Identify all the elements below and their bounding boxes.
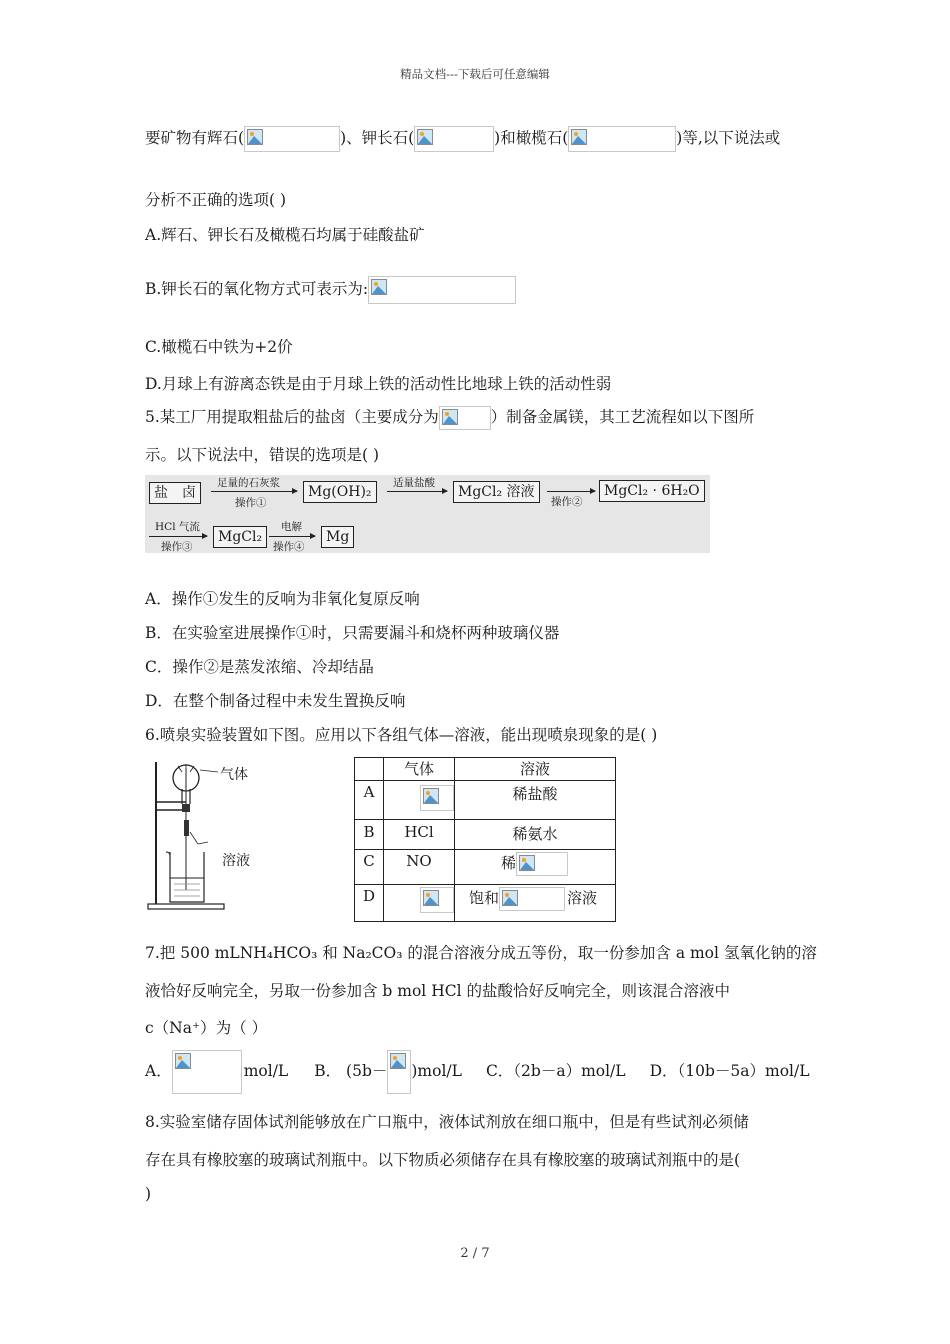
flow-arrow: [269, 536, 315, 537]
solution-text: 稀: [501, 854, 517, 872]
q7-options: [145, 1050, 810, 1094]
flow-node-mgcl2-solution: MgCl₂ 溶液: [453, 481, 540, 503]
process-flow-diagram: [145, 475, 710, 553]
q5-line2: 示。以下说法中，错误的选项是( ): [145, 446, 380, 464]
flow-label: 电解: [281, 521, 302, 533]
q7-option-a-unit: mol/L: [243, 1062, 289, 1080]
q4-option-b-text: B.钾长石的氧化物方式可表示为:: [145, 280, 369, 298]
q5-option-d: D．在整个制备过程中未发生置换反响: [145, 692, 406, 710]
row-label: D: [355, 885, 384, 922]
flow-arrow: [211, 491, 297, 492]
q5-text: 5.某工厂用提取粗盐后的盐卤（主要成分为: [145, 408, 439, 426]
table-cell-solution: 稀氨水: [455, 820, 616, 850]
table-cell-solution: [455, 850, 616, 885]
page-number: 2 / 7: [460, 1246, 490, 1261]
apparatus-label-solution: 溶液: [222, 853, 250, 869]
q5-option-b: B．在实验室进展操作①时，只需要漏斗和烧杯两种玻璃仪器: [145, 624, 560, 642]
q4-option-a: A.辉石、钾长石及橄榄石均属于硅酸盐矿: [145, 226, 425, 244]
table-cell-solution: 稀盐酸: [455, 781, 616, 820]
table-cell-gas: [384, 781, 455, 820]
q5-option-c: C．操作②是蒸发浓缩、冷却结晶: [145, 658, 374, 676]
q4-text: 要矿物有辉石(: [145, 129, 245, 147]
flow-label: 操作④: [273, 541, 305, 553]
broken-image-icon: [568, 126, 676, 152]
broken-image-icon: [420, 887, 454, 913]
q4-option-d: D.月球上有游离态铁是由于月球上铁的活动性比地球上铁的活动性弱: [145, 375, 612, 393]
gas-solution-table: [354, 757, 616, 922]
q7-line1: 7.把 500 mLNH₄HCO₃ 和 Na₂CO₃ 的混合溶液分成五等份，取一份参加含 a mol 氢氧化钠的溶: [145, 944, 817, 962]
q4-text: )等,以下说法或: [676, 129, 781, 147]
table-cell-gas: NO: [384, 850, 455, 885]
broken-image-icon: [244, 126, 340, 152]
flow-node-mgoh2: Mg(OH)₂: [303, 481, 377, 503]
flow-label: 适量盐酸: [393, 477, 435, 489]
table-cell-gas: [384, 885, 455, 922]
table-cell-gas: HCl: [384, 820, 455, 850]
q8-line3: ): [145, 1185, 152, 1203]
q7-option-b-label: B． (5b－: [314, 1062, 388, 1080]
q4-text: )、钾长石(: [340, 129, 415, 147]
flow-arrow: [547, 491, 595, 492]
table-row: [355, 820, 616, 850]
flow-label: 操作③: [161, 541, 193, 553]
broken-image-icon: [368, 276, 516, 304]
table-row: [355, 885, 616, 922]
flow-label: 足量的石灰浆: [217, 477, 280, 489]
broken-image-icon: [516, 852, 568, 876]
q5-option-a: A．操作①发生的反响为非氧化复原反响: [145, 590, 420, 608]
q5-text: ）制备金属镁，其工艺流程如以下图所: [490, 408, 755, 426]
q4-text: )和橄榄石(: [494, 129, 569, 147]
q7-option-b-unit: )mol/L: [411, 1062, 462, 1080]
flow-node-mg: Mg: [321, 526, 354, 548]
fountain-apparatus-figure: [146, 760, 256, 912]
solution-text: 溶液: [567, 889, 598, 907]
page-header: 精品文档---下载后可任意编辑: [400, 67, 550, 81]
row-label: B: [355, 820, 384, 850]
flow-node-mgcl2: MgCl₂: [213, 526, 267, 548]
table-header-gas: 气体: [384, 758, 455, 781]
broken-image-icon: [439, 406, 491, 430]
q6-stem: 6.喷泉实验装置如下图。应用以下各组气体—溶液，能出现喷泉现象的是( ): [145, 726, 658, 744]
q4-option-b: [145, 276, 516, 304]
broken-image-icon: [414, 126, 494, 152]
broken-image-icon: [499, 887, 565, 911]
apparatus-label-gas: 气体: [220, 767, 248, 783]
flow-arrow: [387, 491, 447, 492]
q5-line1: [145, 405, 754, 430]
broken-image-icon: [420, 785, 454, 811]
q4-option-c: C.橄榄石中铁为+2价: [145, 338, 293, 356]
row-label: A: [355, 781, 384, 820]
q4-line1: [145, 126, 780, 152]
q7-option-c: C．（2b－a）mol/L: [485, 1062, 626, 1080]
flow-node-mgcl2-hydrate: MgCl₂ · 6H₂O: [599, 480, 705, 502]
table-row: [355, 781, 616, 820]
flow-arrow: [149, 536, 207, 537]
q7-option-d: D．（10b－5a）mol/L: [649, 1062, 810, 1080]
table-row: [355, 850, 616, 885]
table-header-row: [355, 758, 616, 781]
q7-line3: c（Na⁺）为（ ）: [145, 1019, 268, 1037]
q8-line1: 8.实验室储存固体试剂能够放在广口瓶中，液体试剂放在细口瓶中，但是有些试剂必须储: [145, 1113, 749, 1131]
q4-line2: 分析不正确的选项( ): [145, 191, 287, 209]
flow-label: HCl 气流: [155, 521, 200, 533]
flow-label: 操作①: [235, 497, 267, 509]
q7-option-a-label: A．: [145, 1062, 172, 1080]
table-cell: [355, 758, 384, 781]
q8-line2: 存在具有橡胶塞的玻璃试剂瓶中。以下物质必须储存在具有橡胶塞的玻璃试剂瓶中的是(: [145, 1151, 741, 1169]
row-label: C: [355, 850, 384, 885]
broken-image-icon: [387, 1050, 411, 1094]
solution-text: 饱和: [469, 889, 500, 907]
table-header-solution: 溶液: [455, 758, 616, 781]
broken-image-icon: [172, 1050, 242, 1094]
q7-line2: 液恰好反响完全，另取一份参加含 b mol HCl 的盐酸恰好反响完全，则该混合溶液中: [145, 982, 730, 1000]
flow-node-brine: 盐 卤: [149, 482, 201, 504]
flow-label: 操作②: [551, 496, 583, 508]
table-cell-solution: [455, 885, 616, 922]
